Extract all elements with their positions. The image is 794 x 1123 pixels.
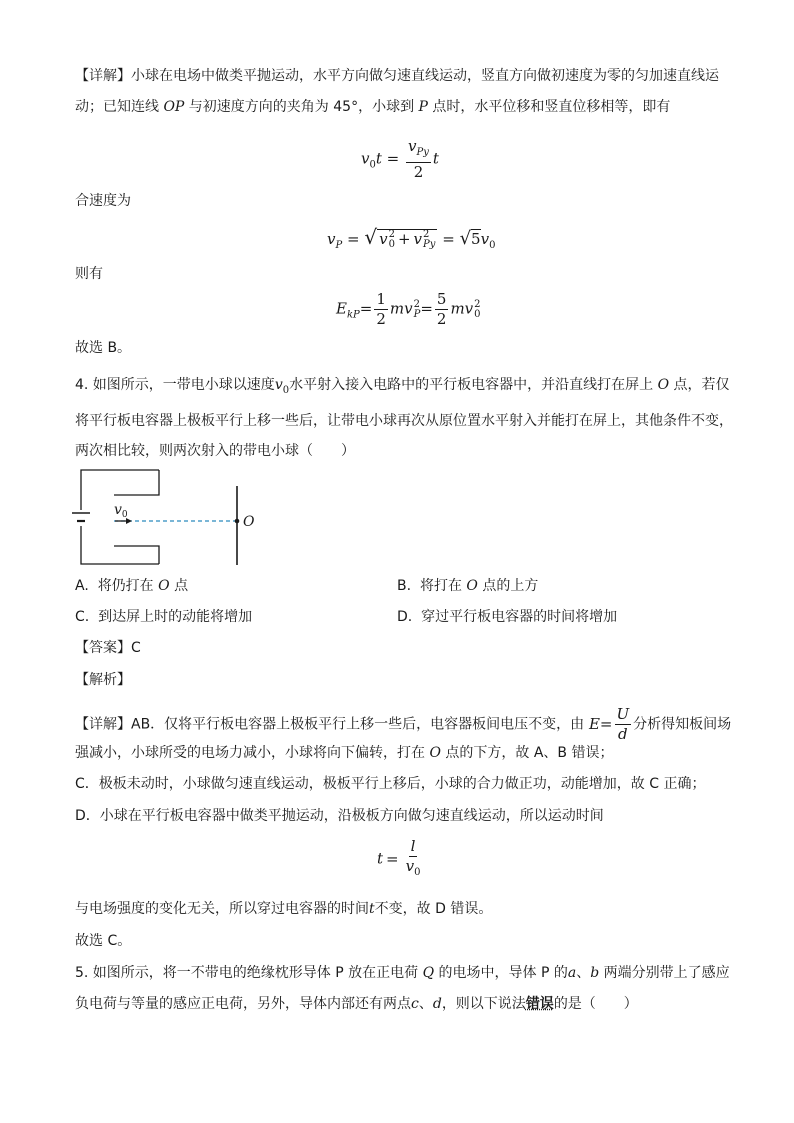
q4-detail-ab-line1: 【详解】AB．仅将平行板电容器上极板平行上移一些后，电容器板间电压不变，由 E= $\frac{U}{d}$ 分析得知板间场 (75, 705, 732, 743)
option-d: D. 穿过平行板电容器的时间将增加 (397, 609, 618, 625)
combined-speed-label: 合速度为 (75, 193, 131, 209)
q4-detail-ab-line2: 强减小，小球所受的电场力减小，小球将向下偏转，打在 O 点的下方，故 A、B 错误； (75, 745, 614, 761)
equation-time: t = $\frac{l}{v_0}$ (377, 837, 421, 878)
q4-detail-c: C．极板未动时，小球做匀速直线运动，极板平行上移后，小球的合力做正功，动能增加，故 C 正确； (75, 776, 706, 792)
lower-capacitor-plate (114, 546, 159, 564)
capacitor-circuit-diagram (66, 466, 266, 570)
analysis-label: 【解析】 (75, 672, 131, 688)
circuit-wire-bottom (81, 526, 159, 564)
q4-detail-d: D．小球在平行板电容器中做类平抛运动，沿极板方向做匀速直线运动，所以运动时间 (75, 808, 604, 824)
equation-kinetic-energy: $E_{kP}=$ $\frac{1}{2}$ mv 2 P = $\frac{5}{2}$ mv 2 0 (336, 290, 481, 328)
upper-capacitor-plate (114, 470, 159, 495)
q4-detail-d-line2: 与电场强度的变化无关，所以穿过电容器的时间t不变，故 D 错误。 (75, 901, 493, 917)
q3-detail-line1: 【详解】小球在电场中做类平抛运动，水平方向做匀速直线运动，竖直方向做初速度为零的匀加速直线运 (75, 68, 719, 84)
equation-horizontal-vertical-displacement: $v_0t$ = $\frac{v_{Py}}{2}$ t (361, 137, 439, 181)
q4-stem-line3: 两次相比较，则两次射入的带电小球（ ） (75, 443, 355, 459)
answer (75, 638, 725, 658)
option-c: C. 到达屏上时的动能将增加 (75, 609, 253, 625)
equation-combined-speed: $v_P$ = √ v 2 0 + v 2 Py = $√5v_0$ (327, 225, 496, 251)
emphasis-wrong: 错误 (525, 996, 554, 1012)
q4-stem-line1: 4. 如图所示，一带电小球以速度$v_0$水平射入接入电路中的平行板电容器中，并沿直线打在屏上 O 点，若仅 (75, 377, 730, 396)
q4-choose: 故选 C。 (75, 933, 132, 949)
point-o (235, 519, 240, 524)
q5-stem-line1: 5. 如图所示，将一不带电的绝缘枕形导体 P 放在正电荷 Q 的电场中，导体 P 的a、b 两端分别带上了感应 (75, 965, 730, 981)
answer-value: C (131, 640, 141, 656)
point-o-label: O (243, 514, 255, 530)
then-label: 则有 (75, 266, 103, 282)
detail-label: 【详解】 (75, 68, 131, 84)
velocity-label: $v_0$ (114, 502, 128, 520)
option-b: B. 将打在 O 点的上方 (397, 578, 539, 594)
q4-stem-line2: 将平行板电容器上极板平行上移一些后，让带电小球再次从原位置水平射入并能打在屏上，其他条件不变， (75, 413, 733, 429)
q3-detail-line2: 动；已知连线 OP 与初速度方向的夹角为 45°，小球到 P 点时，水平位移和竖直位移相等，即有 (75, 99, 671, 115)
q3-choose: 故选 B。 (75, 340, 132, 356)
option-a: A. 将仍打在 O 点 (75, 578, 189, 594)
answer-label: 【答案】 (75, 640, 131, 656)
q5-stem-line2: 负电荷与等量的感应正电荷，另外，导体内部还有两点c、d，则以下说法错误的是（ ） (75, 996, 638, 1012)
